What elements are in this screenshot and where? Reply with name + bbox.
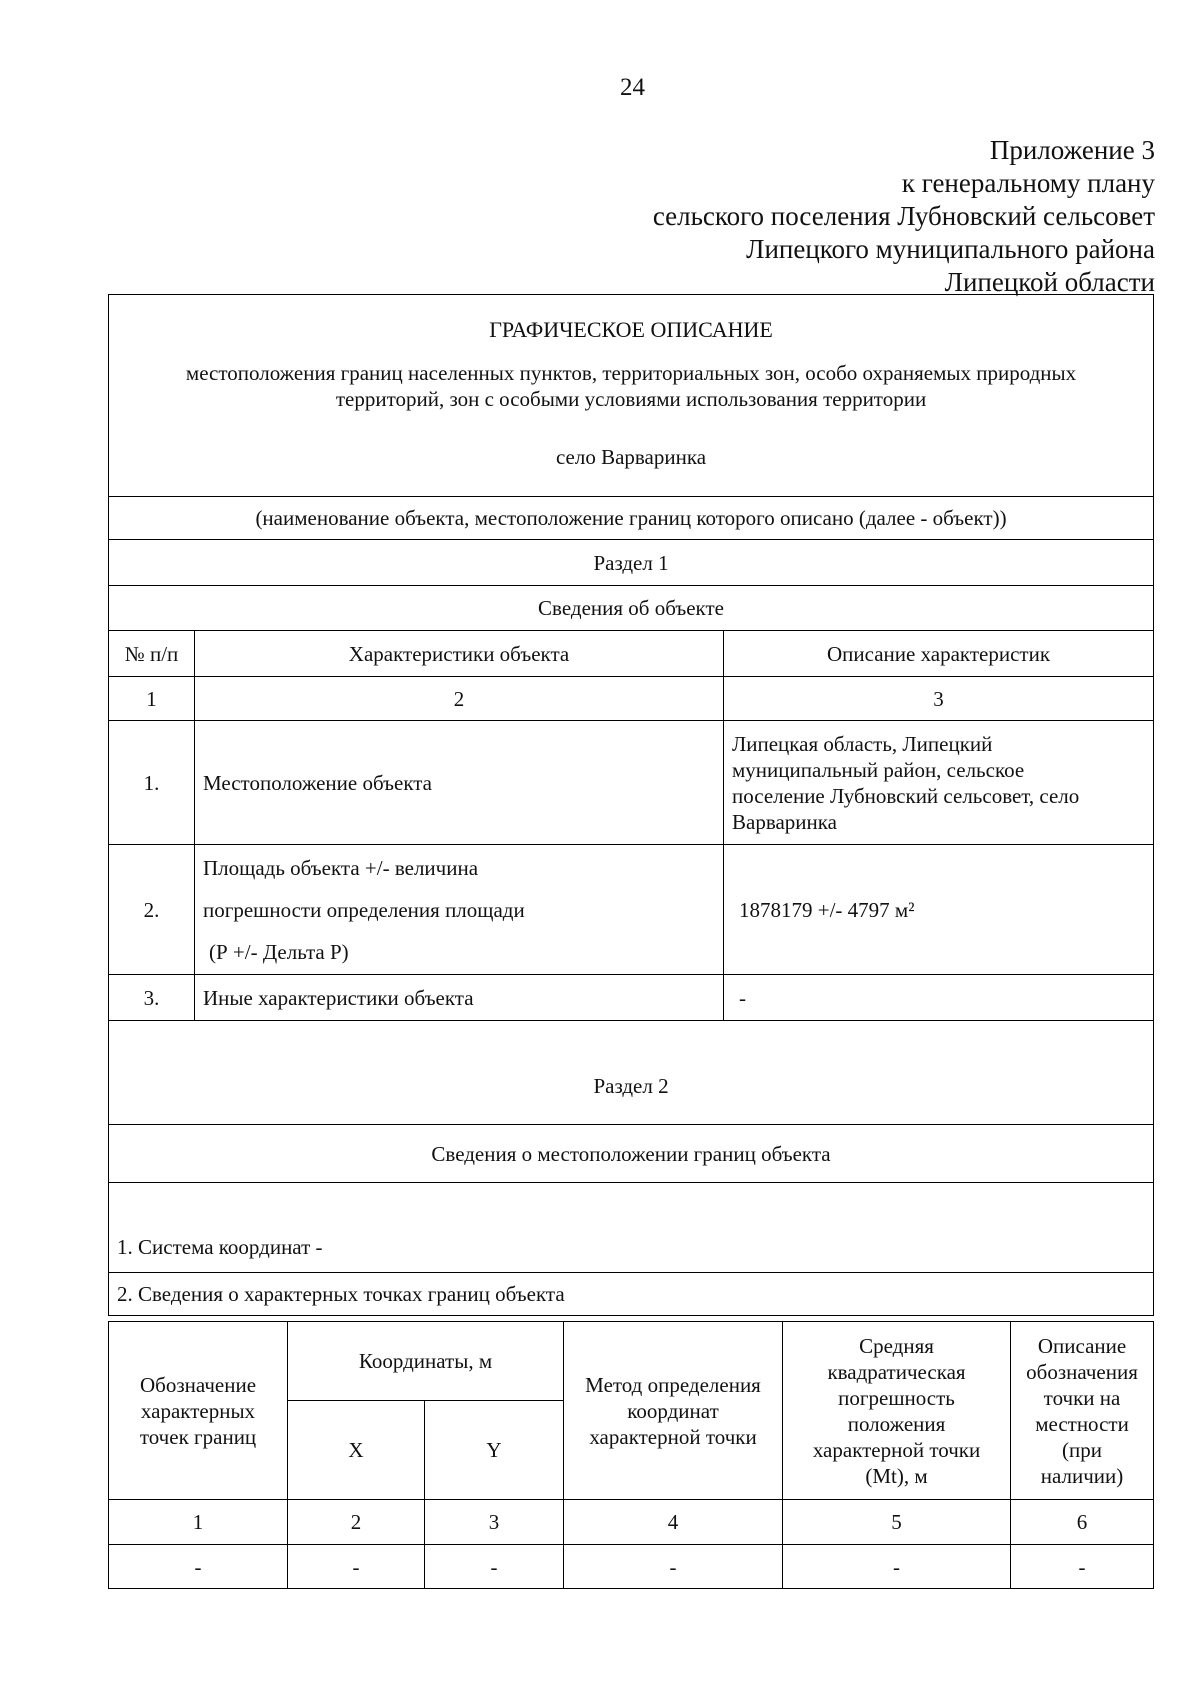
header-row <box>109 295 1154 497</box>
appendix-line: Липецкой области <box>944 267 1155 297</box>
table-row <box>109 721 1154 845</box>
section2-subtitle: Сведения о местоположении границ объекта <box>109 1125 1154 1183</box>
points-column-numbers-row <box>109 1500 1154 1545</box>
column-number: 2 <box>288 1500 425 1545</box>
document-subtitle: местоположения границ населенных пунктов, территориальных зон, особо охраняемых природных <box>185 361 1077 385</box>
row-number: 3. <box>109 975 195 1021</box>
description-line: поселение Лубновский сельсовет, село <box>732 783 1080 808</box>
column-number: 1 <box>109 1500 288 1545</box>
column-number: 3 <box>724 677 1154 721</box>
coord-system-row <box>109 1183 1154 1273</box>
header-line: (при <box>1062 1437 1102 1462</box>
points-table <box>108 1321 1154 1589</box>
appendix-line: Липецкого муниципального района <box>746 234 1155 264</box>
table-header-row <box>109 631 1154 677</box>
description-line: Варваринка <box>732 809 837 834</box>
row-characteristic <box>195 845 724 975</box>
column-number: 1 <box>109 677 195 721</box>
object-caption: (наименование объекта, местоположение границ которого описано (далее - объект)) <box>109 497 1154 540</box>
caption-row <box>109 497 1154 540</box>
column-number: 3 <box>425 1500 564 1545</box>
description-line: муниципальный район, сельское <box>732 757 1025 782</box>
header-cell <box>109 295 1154 497</box>
points-cell: - <box>425 1545 564 1589</box>
header-line: характерных <box>140 1398 256 1423</box>
document-subtitle: территорий, зон с особыми условиями использования территории <box>335 387 927 411</box>
row-characteristic: Местоположение объекта <box>195 721 724 845</box>
points-header-row <box>109 1322 1154 1401</box>
header-line: Средняя <box>859 1333 934 1358</box>
appendix-line: сельского поселения Лубновский сельсовет <box>652 201 1155 231</box>
row-number: 2. <box>109 845 195 975</box>
coord-system: 1. Система координат - <box>109 1183 1154 1273</box>
column-numbers-row <box>109 677 1154 721</box>
coord-x-header: X <box>288 1401 425 1500</box>
column-header: Характеристики объекта <box>195 631 724 677</box>
characteristic-line: Площадь объекта +/- величина <box>203 855 479 880</box>
column-number: 5 <box>783 1500 1011 1545</box>
header-line: точки на <box>1043 1385 1121 1410</box>
header-line: погрешность <box>838 1385 955 1410</box>
appendix-line: к генеральному плану <box>901 168 1155 198</box>
points-cell: - <box>564 1545 783 1589</box>
object-name: село Варваринка <box>555 445 707 469</box>
section-row <box>109 586 1154 631</box>
header-line: (Mt), м <box>865 1463 928 1488</box>
header-line: координат <box>627 1398 719 1423</box>
description-line: Липецкая область, Липецкий <box>732 731 993 756</box>
points-col-header <box>109 1322 288 1500</box>
header-line: Метод определения <box>585 1372 761 1397</box>
header-line: Описание <box>1037 1333 1127 1358</box>
section1-subtitle: Сведения об объекте <box>109 586 1154 631</box>
column-header: № п/п <box>109 631 195 677</box>
points-col-header <box>783 1322 1011 1500</box>
header-line: характерной точки <box>589 1424 757 1449</box>
header-line: квадратическая <box>827 1359 966 1384</box>
column-number: 2 <box>195 677 724 721</box>
document-title: ГРАФИЧЕСКОЕ ОПИСАНИЕ <box>489 317 773 342</box>
points-cell: - <box>783 1545 1011 1589</box>
appendix-line: Приложение 3 <box>989 135 1155 165</box>
coord-y-header: Y <box>425 1401 564 1500</box>
points-title: 2. Сведения о характерных точках границ объекта <box>109 1273 1154 1316</box>
column-number: 6 <box>1011 1500 1154 1545</box>
row-description: 1878179 +/- 4797 м² <box>724 845 1154 975</box>
coords-header: Координаты, м <box>288 1322 564 1401</box>
points-col-header <box>564 1322 783 1500</box>
header-line: наличии) <box>1040 1463 1124 1488</box>
header-line: обозначения <box>1026 1359 1138 1384</box>
main-table <box>108 294 1154 1316</box>
characteristic-line: погрешности определения площади <box>203 897 525 922</box>
points-title-row <box>109 1273 1154 1316</box>
row-description: - <box>724 975 1154 1021</box>
table-row <box>109 1545 1154 1589</box>
section1-title: Раздел 1 <box>109 540 1154 586</box>
points-col-header <box>1011 1322 1154 1500</box>
header-line: местности <box>1035 1411 1129 1436</box>
characteristic-line: (Р +/- Дельта Р) <box>209 939 349 964</box>
column-header: Описание характеристик <box>724 631 1154 677</box>
section2-title: Раздел 2 <box>109 1021 1154 1125</box>
row-description <box>724 721 1154 845</box>
page-number: 24 <box>620 74 645 101</box>
section-row <box>109 540 1154 586</box>
header-line: положения <box>847 1411 946 1436</box>
section-row <box>109 1021 1154 1125</box>
header-line: Обозначение <box>139 1372 257 1397</box>
column-number: 4 <box>564 1500 783 1545</box>
points-cell: - <box>1011 1545 1154 1589</box>
appendix-block <box>653 134 1155 299</box>
points-cell: - <box>288 1545 425 1589</box>
row-number: 1. <box>109 721 195 845</box>
table-row <box>109 975 1154 1021</box>
section-row <box>109 1125 1154 1183</box>
header-line: точек границ <box>139 1424 257 1449</box>
header-line: характерной точки <box>812 1437 981 1462</box>
table-row <box>109 845 1154 975</box>
points-cell: - <box>109 1545 288 1589</box>
row-characteristic: Иные характеристики объекта <box>195 975 724 1021</box>
